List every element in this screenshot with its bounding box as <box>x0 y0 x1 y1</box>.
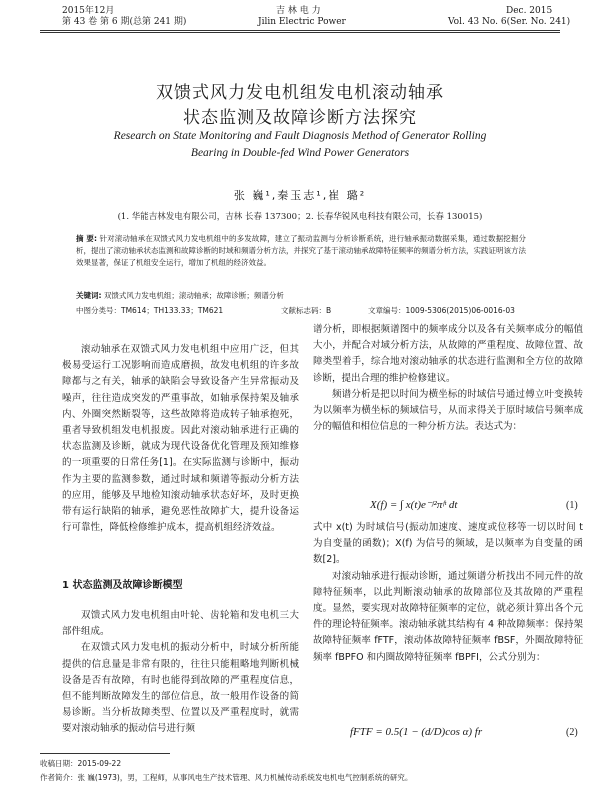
equation-2-number: (2) <box>566 727 578 738</box>
header-date-zh: 2015年12月 <box>62 6 115 16</box>
header-volume-en: Vol. 43 No. 6(Ser. No. 241) <box>448 17 571 27</box>
title-en-line1: Research on State Monitoring and Fault Diagnosis Method of Generator Rolling <box>113 130 487 142</box>
abstract-text: 针对滚动轴承在双馈式风力发电机组中的多发故障，建立了振动监测与分析诊断系统，进行轴承振动数据采集，通过数据挖掘分析，提出了滚动轴承状态监测和故障诊断的时域和频谱分析方法，并探究了基于滚动轴承故障特征频率的频谱分析方法，实践证明该方法效果显著，保证了机组安全运行，增加了机组的经济效益。 <box>76 234 526 267</box>
author-introduction: 作者简介：张 巍(1973)，男，工程师，从事风电生产技术管理、风力机械传动系统发电机电气控制系统的研究。 <box>40 773 413 782</box>
abstract-label: 摘 要: <box>76 234 97 243</box>
document-code: 文献标志码：B <box>281 306 332 315</box>
equation-2: fFTF = 0.5(1 − (d/D)cos α) fr <box>350 726 483 738</box>
received-date: 收稿日期：2015-09-22 <box>40 759 122 768</box>
body-paragraph: 对滚动轴承进行振动诊断，通过频谱分析找出不同元件的故障特征频率，以此判断滚动轴承的故障部位及其故障的严重程度。显然，要实现对故障特征频率的定位，就必须计算出各个元件的理论特征频率。滚动轴承就其结构有 4 种故障频率：保持架故障特征频率 fFTF，滚动体故障特征频率 fBSF，外圈故障特征频率 fBPFO 和内圈故障特征频率 fBPFI，公式分别为： <box>313 570 583 663</box>
body-paragraph: 频谱分析是把以时间为横坐标的时域信号通过傅立叶变换转为以频率为横坐标的频域信号，从而求得关于原时域信号频率成分的幅值和相位信息的一种分析方法。表达式为： <box>313 388 583 433</box>
body-right-column-b <box>313 520 583 666</box>
keywords-text: 双馈式风力发电机组；滚动轴承；故障诊断；频谱分析 <box>103 291 284 300</box>
article-number: 文章编号：1009-5306(2015)06-0016-03 <box>368 306 515 315</box>
body-paragraph: 双馈式风力发电机组由叶轮、齿轮箱和发电机三大部件组成。 <box>62 610 299 638</box>
header-rule <box>40 30 560 31</box>
title-zh-line2: 状态监测及故障诊断方法探究 <box>183 108 417 128</box>
equation-1: X(f) = ∫ x(t)e⁻ʲ²πᶠᵗ dt <box>370 499 458 511</box>
keywords <box>76 290 526 302</box>
body-right-column <box>313 322 583 435</box>
header-date-en: Dec. 2015 <box>506 6 553 16</box>
title-zh-line1: 双馈式风力发电机组发电机滚动轴承 <box>156 83 444 103</box>
equation-1-number: (1) <box>566 500 578 511</box>
body-paragraph: 滚动轴承在双馈式风力发电机组中应用广泛，但其极易受运行工况影响而造成磨损，故发电机组的许多故障都与之有关，轴承的缺陷会导致设备产生异常振动及噪声，往往造成突发的严重事故，如轴承保持架及轴承内、外圈突然断裂等，这些故障将造成转子轴承抱死，重者导致机组发电机报废。因此对滚动轴承进行正确的状态监测及诊断，就成为现代设备优化管理及预知维修的一项重要的日常任务[1]。在实际监测与诊断中，振动作为主要的监测参数，通过时域和频谱等振动分析方法的应用，能够及早地检知滚动轴承状态好坏，及时更换带有运行缺陷的轴承，避免恶性故障扩大，提升设备运行可靠性，降低检修维护成本，提高机组经济效益。 <box>62 344 299 534</box>
body-paragraph: 式中 x(t) 为时域信号(振动加速度、速度或位移等一切以时间 t 为自变量的函数)；X(f) 为信号的频域，是以频率为自变量的函数[2]。 <box>313 522 583 566</box>
title-en-line2: Bearing in Double-fed Wind Power Generators <box>190 147 410 159</box>
body-paragraph: 谱分析，即根据频谱图中的频率成分以及各有关频率成分的幅值大小，并配合对域分析方法，从故障的严重程度、故障位置、故障类型着手，综合地对滚动轴承的状态进行监测和全方位的故障诊断，提出合理的维护检修建议。 <box>313 324 583 384</box>
body-left-column-section1 <box>62 608 299 738</box>
header-rule-double <box>40 32 560 33</box>
header-volume-zh: 第 43 卷 第 6 期(总第 241 期) <box>62 17 187 27</box>
keywords-label: 关键词: <box>76 291 102 300</box>
footnote-rule <box>40 753 170 754</box>
section-1-heading: 1 状态监测及故障诊断模型 <box>62 580 183 591</box>
body-left-column <box>62 342 299 536</box>
header-journal-zh: 吉 林 电 力 <box>276 6 321 16</box>
header-journal-en: Jilin Electric Power <box>258 17 346 27</box>
clc-number: 中图分类号：TM614；TH133.33；TM621 <box>76 306 224 315</box>
affiliation: (1. 华能吉林发电有限公司，吉林 长春 137300；2. 长春华锐风电科技有限公司，长春 130015) <box>117 212 483 222</box>
author-list: 张 巍¹,秦玉志¹,崔 璐² <box>233 189 367 202</box>
body-paragraph: 在双馈式风力发电机的振动分析中，时域分析所能提供的信息量是非常有限的，往往只能粗略地判断机械设备是否有故障，有时也能得到故障的严重程度信息，但不能判断故障发生的部位信息，故一般用作设备的简易诊断。当分析故障类型、位置以及严重程度时，就需要对滚动轴承的振动信号进行频 <box>62 642 299 735</box>
abstract <box>76 233 526 269</box>
